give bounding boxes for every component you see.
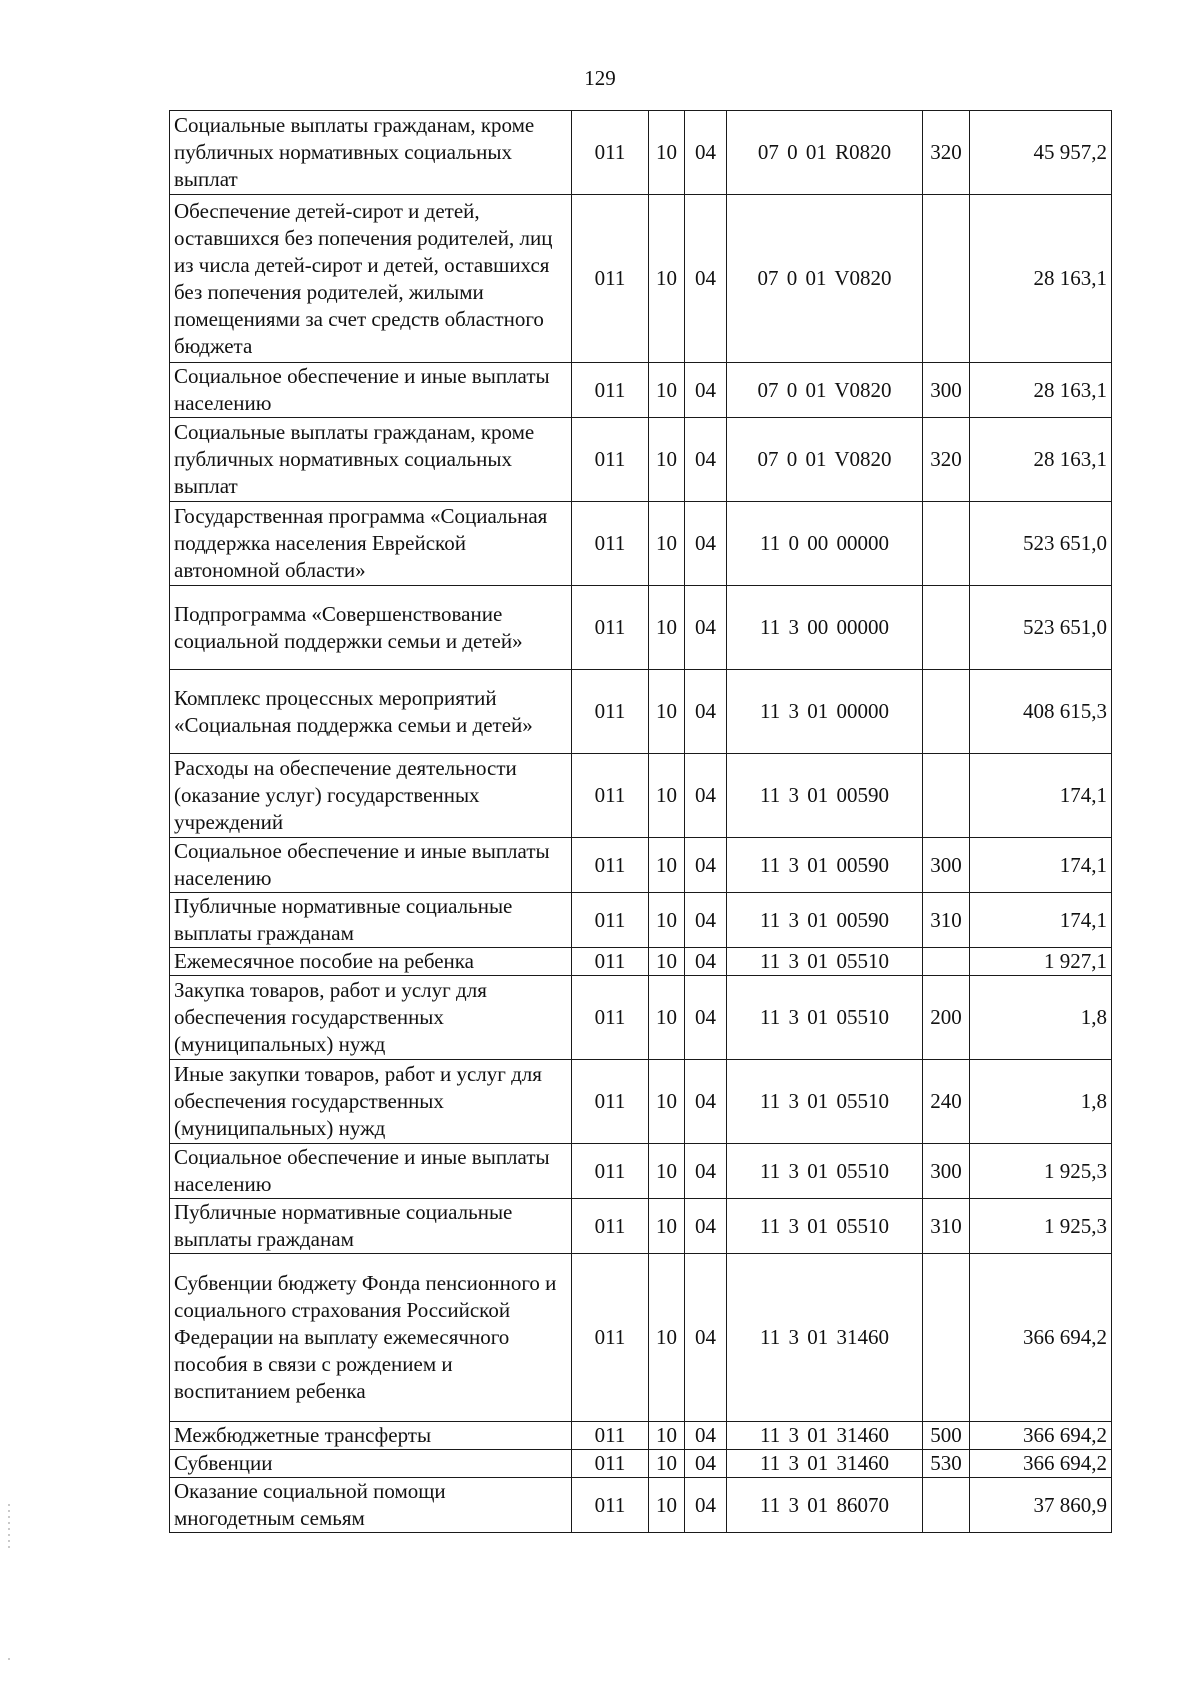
target-article-cell [727, 1478, 923, 1533]
ministry-code-cell: 011 [572, 754, 649, 838]
row-name-cell: Социальные выплаты гражданам, кроме публичных нормативных социальных выплат [170, 111, 572, 195]
amount-cell: 366 694,2 [970, 1254, 1112, 1422]
expense-type-cell: 320 [923, 111, 970, 195]
target-article-code: 11 3 01 00590 [760, 852, 889, 877]
amount-cell: 28 163,1 [970, 195, 1112, 363]
table-row [170, 670, 1112, 754]
target-article-cell [727, 1450, 923, 1478]
subsection-code-cell: 04 [685, 1144, 727, 1199]
target-article-code: 07 0 01 R0820 [757, 140, 892, 164]
target-article-cell [727, 363, 923, 418]
row-name-cell: Иные закупки товаров, работ и услуг для обеспечения государственных (муниципальных) нужд [170, 1060, 572, 1144]
section-code-cell: 10 [649, 1060, 685, 1144]
table-row [170, 1254, 1112, 1422]
target-article-code: 07 0 01 V0820 [757, 447, 892, 471]
subsection-code-cell: 04 [685, 363, 727, 418]
row-name-cell: Социальное обеспечение и иные выплаты населению [170, 1144, 572, 1199]
amount-cell: 174,1 [970, 893, 1112, 948]
row-name-cell: Ежемесячное пособие на ребенка [170, 948, 572, 976]
target-article-cell [727, 1060, 923, 1144]
subsection-code-cell: 04 [685, 976, 727, 1060]
target-article-code: 11 3 01 05510 [760, 949, 889, 973]
table-row [170, 893, 1112, 948]
ministry-code-cell: 011 [572, 838, 649, 893]
ministry-code-cell: 011 [572, 195, 649, 363]
section-code-cell: 10 [649, 976, 685, 1060]
section-code-cell: 10 [649, 1422, 685, 1450]
page-number: 129 [584, 66, 616, 90]
table-row [170, 1450, 1112, 1478]
amount-cell: 366 694,2 [970, 1450, 1112, 1478]
target-article-code: 11 3 01 86070 [760, 1492, 889, 1517]
table-row [170, 1144, 1112, 1199]
row-name-cell: Подпрограмма «Совершенствование социальной поддержки семьи и детей» [170, 586, 572, 670]
expense-type-cell [923, 1478, 970, 1533]
row-name-cell: Межбюджетные трансферты [170, 1422, 572, 1450]
target-article-cell [727, 502, 923, 586]
section-code-cell: 10 [649, 1478, 685, 1533]
expense-type-cell: 300 [923, 363, 970, 418]
table-row [170, 1422, 1112, 1450]
row-name-cell: Закупка товаров, работ и услуг для обеспечения государственных (муниципальных) нужд [170, 976, 572, 1060]
ministry-code-cell: 011 [572, 111, 649, 195]
amount-cell: 1 925,3 [970, 1199, 1112, 1254]
subsection-code-cell: 04 [685, 111, 727, 195]
row-name-cell: Обеспечение детей-сирот и детей, оставшихся без попечения родителей, лиц из числа детей-сирот и детей, оставшихся без попечения родителей, жилыми помещениями за счет средств областного бюджета [170, 195, 572, 363]
ministry-code-cell: 011 [572, 363, 649, 418]
subsection-code-cell: 04 [685, 1199, 727, 1254]
expense-type-cell [923, 586, 970, 670]
target-article-cell [727, 1422, 923, 1450]
subsection-code-cell: 04 [685, 1060, 727, 1144]
expense-type-cell [923, 754, 970, 838]
row-name-cell: Субвенции [170, 1450, 572, 1478]
target-article-code: 11 3 01 05510 [760, 1213, 889, 1238]
table-row [170, 838, 1112, 893]
target-article-cell [727, 111, 923, 195]
ministry-code-cell: 011 [572, 1144, 649, 1199]
target-article-cell [727, 1199, 923, 1254]
subsection-code-cell: 04 [685, 948, 727, 976]
amount-cell: 523 651,0 [970, 586, 1112, 670]
ministry-code-cell: 011 [572, 1422, 649, 1450]
ministry-code-cell: 011 [572, 1254, 649, 1422]
target-article-code: 07 0 01 V0820 [757, 266, 892, 290]
subsection-code-cell: 04 [685, 1450, 727, 1478]
amount-cell: 28 163,1 [970, 363, 1112, 418]
row-name-cell: Расходы на обеспечение деятельности (оказание услуг) государственных учреждений [170, 754, 572, 838]
row-name-cell: Комплекс процессных мероприятий «Социальная поддержка семьи и детей» [170, 670, 572, 754]
amount-cell: 174,1 [970, 754, 1112, 838]
expense-type-cell [923, 948, 970, 976]
amount-cell: 523 651,0 [970, 502, 1112, 586]
ministry-code-cell: 011 [572, 976, 649, 1060]
amount-cell: 1,8 [970, 976, 1112, 1060]
section-code-cell: 10 [649, 1254, 685, 1422]
expense-type-cell: 310 [923, 893, 970, 948]
amount-cell: 28 163,1 [970, 418, 1112, 502]
expense-type-cell: 200 [923, 976, 970, 1060]
table-row [170, 418, 1112, 502]
target-article-code: 11 3 01 05510 [760, 1005, 889, 1029]
subsection-code-cell: 04 [685, 586, 727, 670]
budget-table [169, 110, 1112, 1533]
section-code-cell: 10 [649, 670, 685, 754]
section-code-cell: 10 [649, 586, 685, 670]
table-row [170, 754, 1112, 838]
target-article-code: 11 3 01 00590 [760, 783, 889, 807]
target-article-code: 11 0 00 00000 [760, 531, 889, 555]
amount-cell: 1 925,3 [970, 1144, 1112, 1199]
section-code-cell: 10 [649, 195, 685, 363]
target-article-cell [727, 1254, 923, 1422]
table-row [170, 976, 1112, 1060]
target-article-code: 11 3 01 00000 [760, 699, 889, 723]
target-article-code: 07 0 01 V0820 [757, 377, 892, 402]
subsection-code-cell: 04 [685, 838, 727, 893]
amount-cell: 1 927,1 [970, 948, 1112, 976]
section-code-cell: 10 [649, 893, 685, 948]
expense-type-cell: 240 [923, 1060, 970, 1144]
section-code-cell: 10 [649, 838, 685, 893]
section-code-cell: 10 [649, 754, 685, 838]
row-name-cell: Публичные нормативные социальные выплаты гражданам [170, 893, 572, 948]
amount-cell: 366 694,2 [970, 1422, 1112, 1450]
target-article-code: 11 3 01 31460 [760, 1451, 889, 1475]
section-code-cell: 10 [649, 948, 685, 976]
section-code-cell: 10 [649, 502, 685, 586]
target-article-cell [727, 893, 923, 948]
subsection-code-cell: 04 [685, 754, 727, 838]
table-row [170, 948, 1112, 976]
section-code-cell: 10 [649, 1450, 685, 1478]
table-row [170, 1060, 1112, 1144]
ministry-code-cell: 011 [572, 1060, 649, 1144]
expense-type-cell: 310 [923, 1199, 970, 1254]
margin-mark [8, 1658, 10, 1664]
amount-cell: 1,8 [970, 1060, 1112, 1144]
expense-type-cell: 300 [923, 838, 970, 893]
expense-type-cell: 530 [923, 1450, 970, 1478]
expense-type-cell: 300 [923, 1144, 970, 1199]
target-article-code: 11 3 01 31460 [760, 1325, 889, 1349]
row-name-cell: Социальное обеспечение и иные выплаты населению [170, 838, 572, 893]
target-article-cell [727, 586, 923, 670]
target-article-cell [727, 670, 923, 754]
subsection-code-cell: 04 [685, 670, 727, 754]
ministry-code-cell: 011 [572, 893, 649, 948]
table-row [170, 586, 1112, 670]
expense-type-cell [923, 502, 970, 586]
subsection-code-cell: 04 [685, 893, 727, 948]
ministry-code-cell: 011 [572, 1450, 649, 1478]
amount-cell: 37 860,9 [970, 1478, 1112, 1533]
table-row [170, 1478, 1112, 1533]
target-article-cell [727, 976, 923, 1060]
expense-type-cell [923, 1254, 970, 1422]
section-code-cell: 10 [649, 111, 685, 195]
ministry-code-cell: 011 [572, 670, 649, 754]
subsection-code-cell: 04 [685, 1478, 727, 1533]
row-name-cell: Субвенции бюджету Фонда пенсионного и социального страхования Российской Федерации на выплату ежемесячного пособия в связи с рождением и воспитанием ребенка [170, 1254, 572, 1422]
target-article-code: 11 3 01 00590 [760, 907, 889, 932]
section-code-cell: 10 [649, 1144, 685, 1199]
target-article-cell [727, 195, 923, 363]
expense-type-cell: 320 [923, 418, 970, 502]
row-name-cell: Государственная программа «Социальная поддержка населения Еврейской автономной области» [170, 502, 572, 586]
target-article-code: 11 3 01 05510 [760, 1158, 889, 1183]
ministry-code-cell: 011 [572, 502, 649, 586]
expense-type-cell [923, 195, 970, 363]
subsection-code-cell: 04 [685, 195, 727, 363]
subsection-code-cell: 04 [685, 502, 727, 586]
expense-type-cell [923, 670, 970, 754]
subsection-code-cell: 04 [685, 1254, 727, 1422]
row-name-cell: Оказание социальной помощи многодетным семьям [170, 1478, 572, 1533]
target-article-code: 11 3 01 05510 [760, 1089, 889, 1113]
amount-cell: 45 957,2 [970, 111, 1112, 195]
margin-mark [8, 1504, 10, 1548]
target-article-cell [727, 754, 923, 838]
ministry-code-cell: 011 [572, 1478, 649, 1533]
ministry-code-cell: 011 [572, 948, 649, 976]
row-name-cell: Социальное обеспечение и иные выплаты населению [170, 363, 572, 418]
subsection-code-cell: 04 [685, 418, 727, 502]
expense-type-cell: 500 [923, 1422, 970, 1450]
section-code-cell: 10 [649, 1199, 685, 1254]
ministry-code-cell: 011 [572, 418, 649, 502]
ministry-code-cell: 011 [572, 586, 649, 670]
target-article-cell [727, 418, 923, 502]
target-article-code: 11 3 01 31460 [760, 1423, 889, 1447]
section-code-cell: 10 [649, 363, 685, 418]
table-row [170, 111, 1112, 195]
row-name-cell: Социальные выплаты гражданам, кроме публичных нормативных социальных выплат [170, 418, 572, 502]
amount-cell: 408 615,3 [970, 670, 1112, 754]
target-article-cell [727, 1144, 923, 1199]
table-row [170, 363, 1112, 418]
table-row [170, 1199, 1112, 1254]
target-article-cell [727, 838, 923, 893]
section-code-cell: 10 [649, 418, 685, 502]
subsection-code-cell: 04 [685, 1422, 727, 1450]
row-name-cell: Публичные нормативные социальные выплаты гражданам [170, 1199, 572, 1254]
target-article-code: 11 3 00 00000 [760, 615, 889, 639]
target-article-cell [727, 948, 923, 976]
table-row [170, 195, 1112, 363]
table-row [170, 502, 1112, 586]
amount-cell: 174,1 [970, 838, 1112, 893]
ministry-code-cell: 011 [572, 1199, 649, 1254]
